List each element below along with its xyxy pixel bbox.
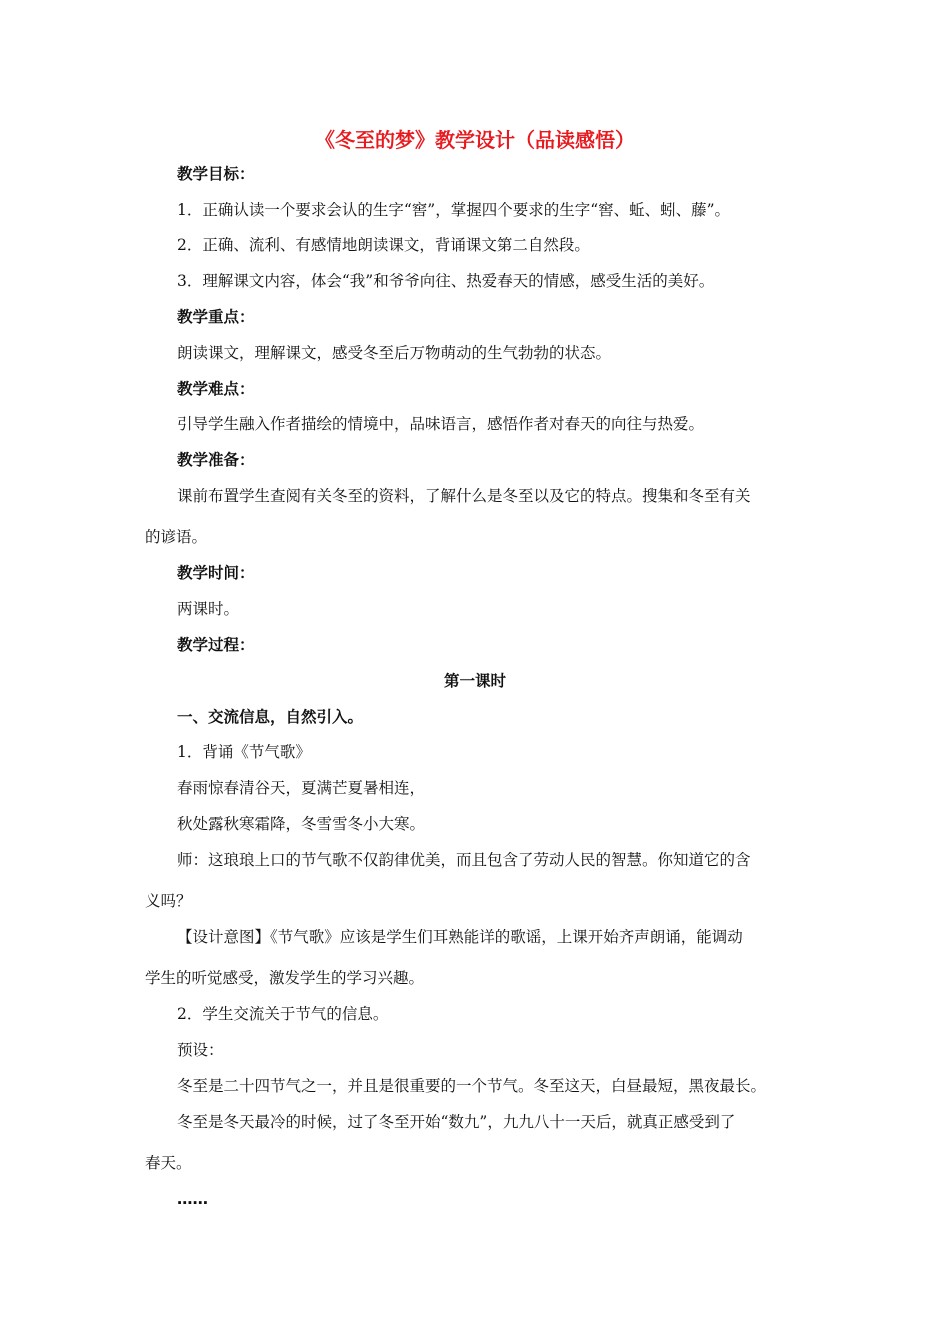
preset-1: 冬至是二十四节气之一，并且是很重要的一个节气。冬至这天，白昼最短，黑夜最长。	[177, 1077, 767, 1095]
section-1-heading: 一、交流信息，自然引入。	[177, 708, 364, 726]
design-intent-line-1: 【设计意图】《节气歌》应该是学生们耳熟能详的歌谣，上课开始齐声朗诵，能调动	[177, 928, 743, 946]
poem-line-1: 春雨惊春清谷天，夏满芒夏暑相连，	[177, 779, 426, 797]
prep-text-line-1: 课前布置学生查阅有关冬至的资料，了解什么是冬至以及它的特点。搜集和冬至有关	[177, 487, 751, 505]
goal-item-3: 3．理解课文内容，体会“我”和爷爷向往、热爱春天的情感，感受生活的美好。	[177, 272, 715, 290]
goal-item-2: 2．正确、流利、有感情地朗读课文，背诵课文第二自然段。	[177, 236, 590, 254]
difficulty-text: 引导学生融入作者描绘的情境中，品味语言，感悟作者对春天的向往与热爱。	[177, 415, 705, 433]
poem-line-2: 秋处露秋寒霜降，冬雪雪冬小大寒。	[177, 815, 426, 833]
preset-2-line-2: 春天。	[145, 1154, 192, 1172]
time-text: 两课时。	[177, 600, 240, 618]
key-text: 朗读课文，理解课文，感受冬至后万物萌动的生气勃勃的状态。	[177, 344, 612, 362]
item-1: 1．背诵《节气歌》	[177, 743, 311, 761]
teacher-line-2: 义吗？	[145, 892, 192, 910]
item-2: 2．学生交流关于节气的信息。	[177, 1005, 389, 1023]
teacher-line-1: 师：这琅琅上口的节气歌不仅韵律优美，而且包含了劳动人民的智慧。你知道它的含	[177, 851, 751, 869]
key-heading: 教学重点：	[177, 308, 255, 326]
preset-2-line-1: 冬至是冬天最冷的时候，过了冬至开始“数九”，九九八十一天后，就真正感受到了	[177, 1113, 736, 1131]
lesson-heading: 第一课时	[443, 672, 506, 690]
prep-text-line-2: 的谚语。	[145, 528, 208, 546]
document-title: 《冬至的梦》教学设计（品读感悟）	[315, 128, 635, 152]
goal-item-1: 1．正确认读一个要求会认的生字“窖”，掌握四个要求的生字“窖、蚯、蚓、藤”。	[177, 201, 731, 219]
prep-heading: 教学准备：	[177, 451, 255, 469]
design-intent-line-2: 学生的听觉感受，激发学生的学习兴趣。	[145, 969, 425, 987]
ellipsis: ……	[177, 1190, 208, 1208]
difficulty-heading: 教学难点：	[177, 380, 255, 398]
goals-heading: 教学目标：	[177, 165, 255, 183]
time-heading: 教学时间：	[177, 564, 255, 582]
preset-label: 预设：	[177, 1041, 224, 1059]
process-heading: 教学过程：	[177, 636, 255, 654]
